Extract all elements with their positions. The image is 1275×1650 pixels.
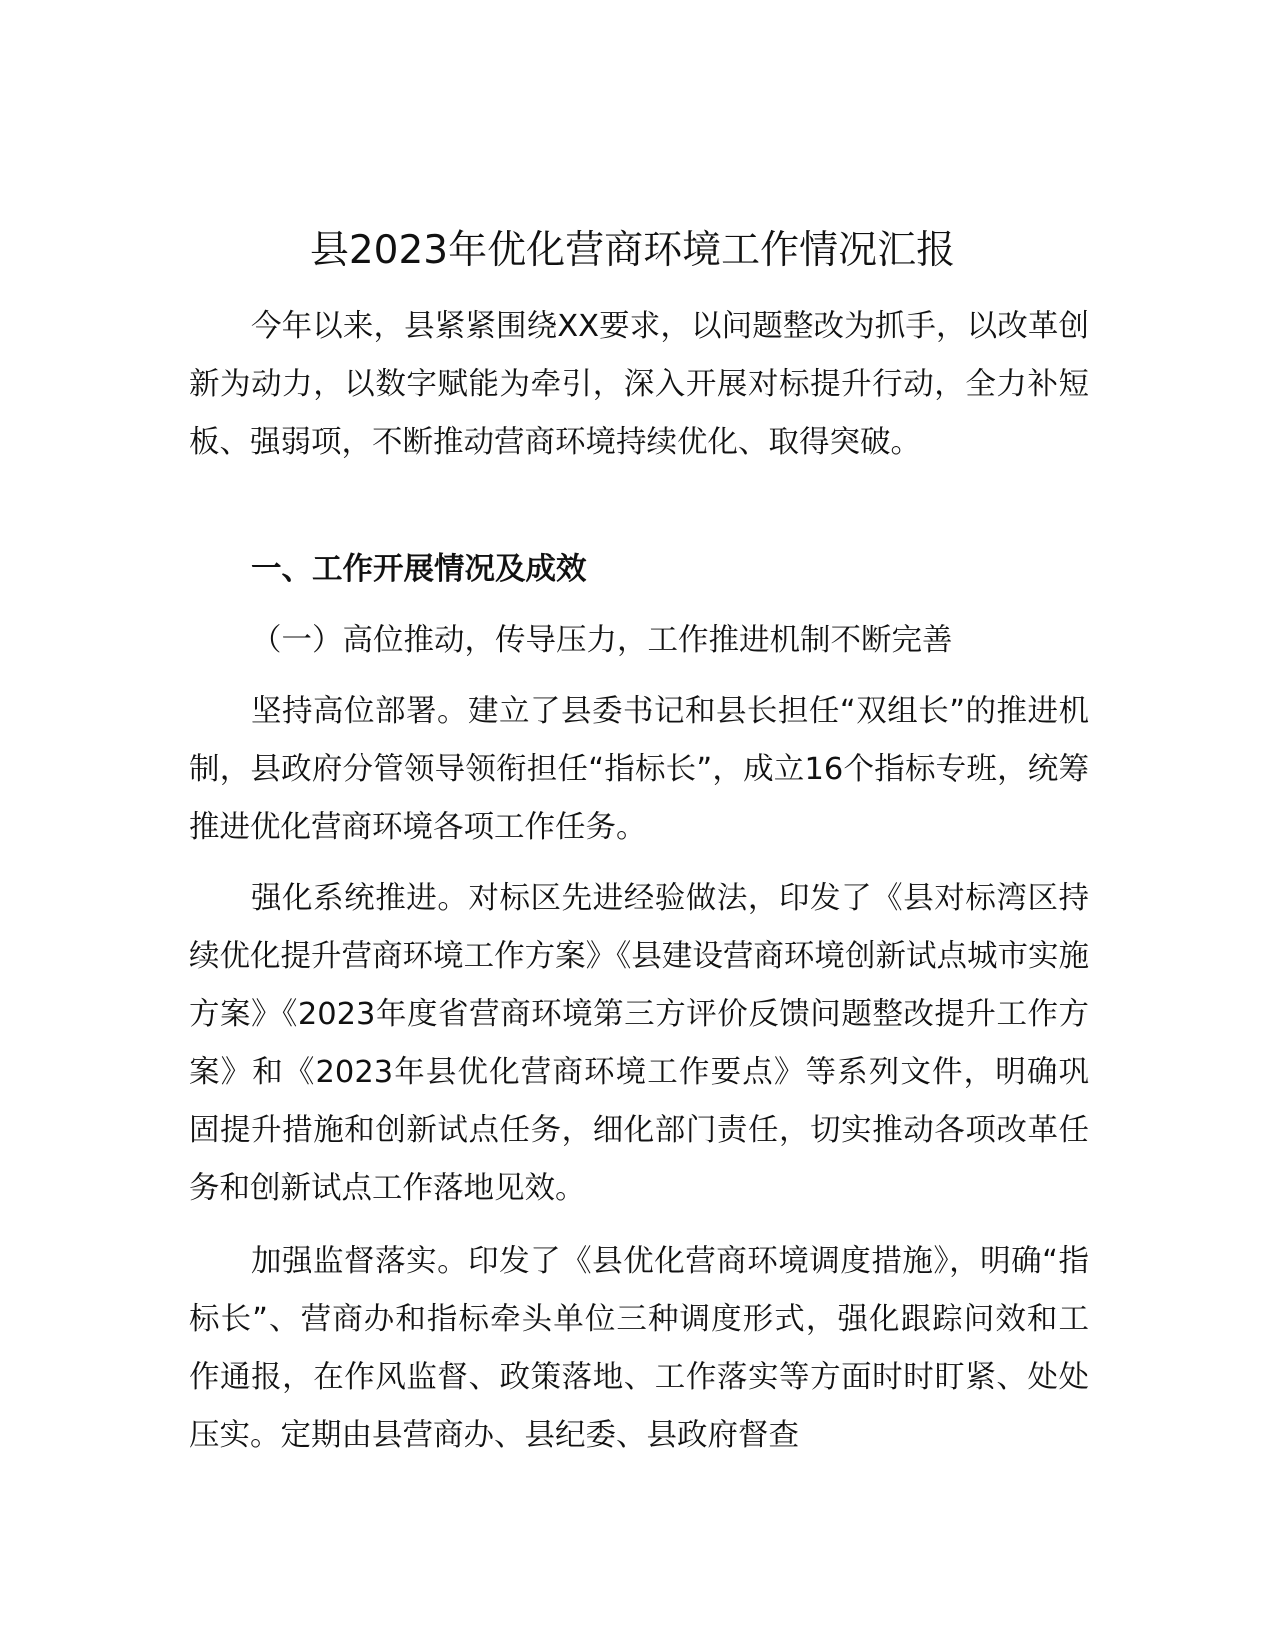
- supervision-paragraph: 加强监督落实。印发了《县优化营商环境调度措施》，明确“指标长”、营商办和指标牵头单位三种调度形式，强化跟踪问效和工作通报，在作风监督、政策落地、工作落实等方面时时盯紧、处处压实。定期由县营商办、县纪委、县政府督查: [189, 1244, 1089, 1453]
- system-promotion-paragraph: 强化系统推进。对标区先进经验做法，印发了《县对标湾区持续优化提升营商环境工作方案》《县建设营商环境创新试点城市实施方案》《2023年度省营商环境第三方评价反馈问题整改提升工作方案》和《2023年县优化营商环境工作要点》等系列文件，明确巩固提升措施和创新试点任务，细化部门责任，切实推动各项改革任务和创新试点工作落地见效。: [189, 881, 1089, 1206]
- document-title: 县2023年优化营商环境工作情况汇报: [309, 228, 956, 273]
- intro-paragraph: 今年以来，县紧紧围绕XX要求，以问题整改为抓手，以改革创新为动力，以数字赋能为牵引，深入开展对标提升行动，全力补短板、强弱项，不断推动营商环境持续优化、取得突破。: [189, 309, 1089, 460]
- deployment-paragraph: 坚持高位部署。建立了县委书记和县长担任“双组长”的推进机制，县政府分管领导领衔担任“指标长”，成立16个指标专班，统筹推进优化营商环境各项工作任务。: [189, 694, 1089, 845]
- section-heading: 一、工作开展情况及成效: [251, 552, 587, 587]
- subsection-heading: （一）高位推动，传导压力，工作推进机制不断完善: [251, 623, 953, 658]
